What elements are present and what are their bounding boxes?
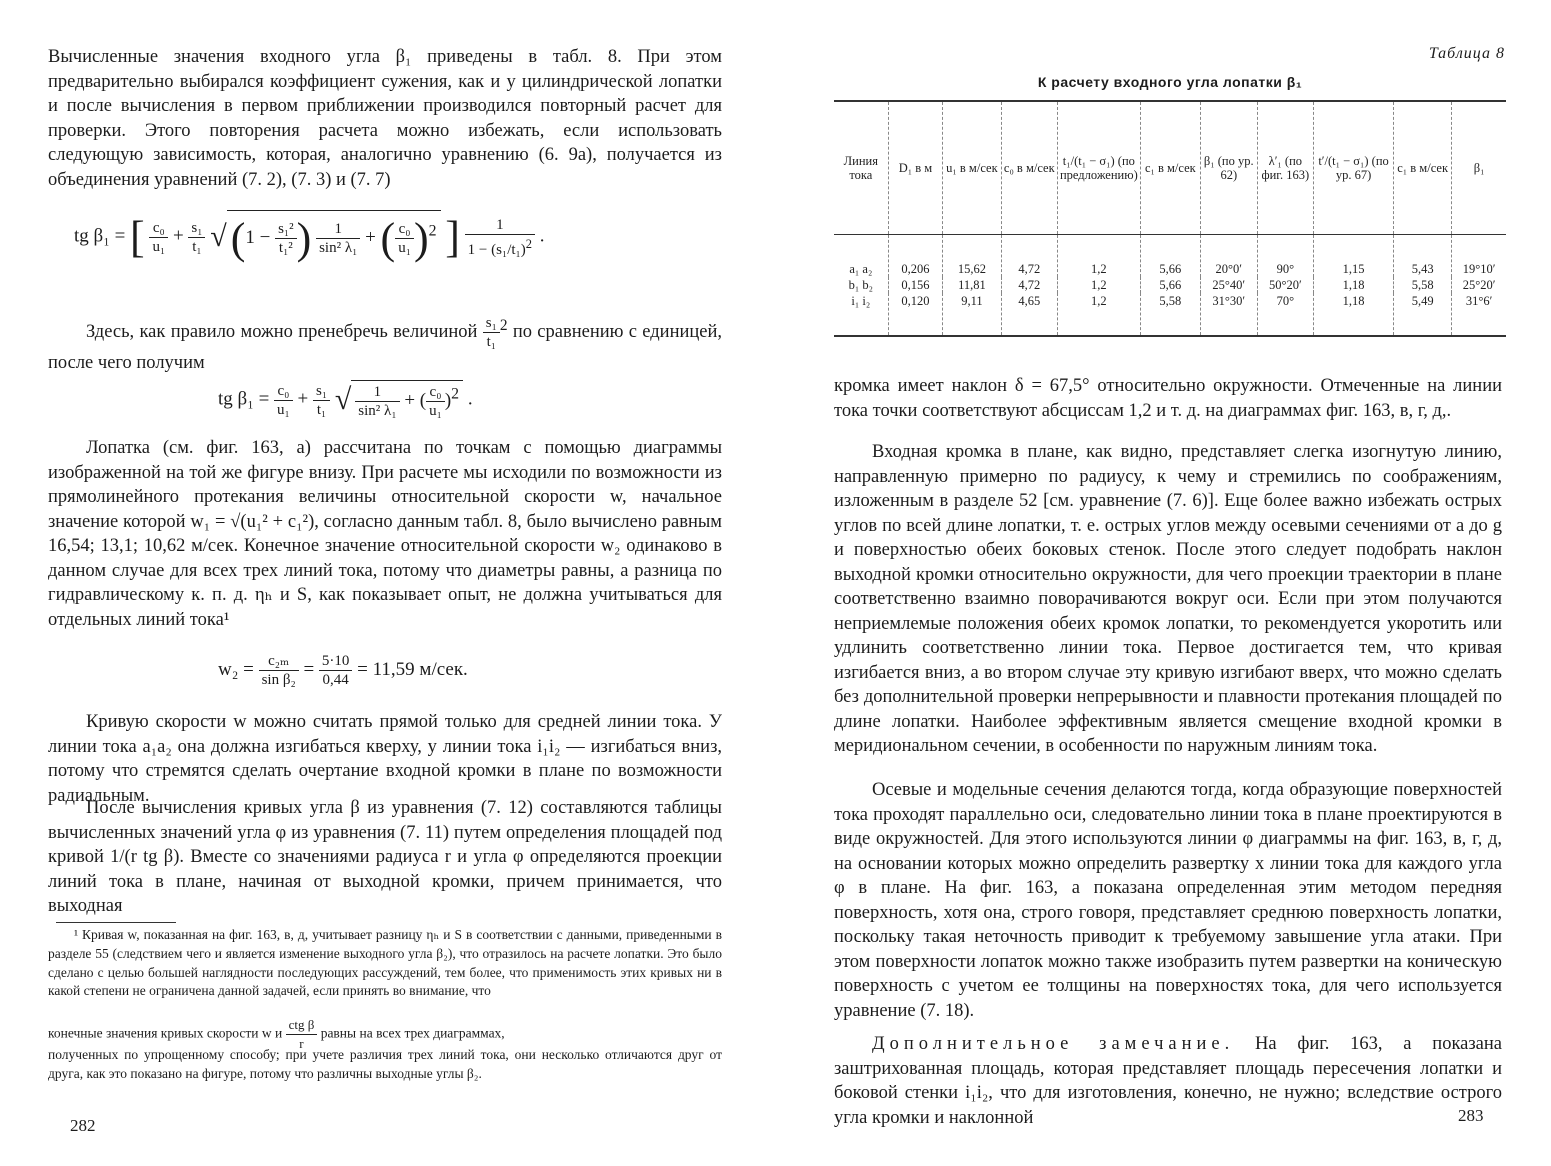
- th-d1: D₁ в м: [888, 101, 943, 235]
- page-number-right: 283: [1458, 1106, 1484, 1125]
- footnote-part-3: полученных по упрощенному способу; при учете различия трех линий тока, они несколько отличаются друг от друга, как это показано на фигуре, потому что различны выходные углы β₂.: [48, 1047, 722, 1081]
- left-para-2: Здесь, как правило можно пренебречь величиной $\frac{\text{s₁}}{\text{t₁}}$ $^2$ по сравнению с единицей, после чего получим: [48, 315, 723, 374]
- th-c0: c₀ в м/сек: [1001, 101, 1057, 235]
- footnote-part-1: ¹ Кривая w, показанная на фиг. 163, в, д, учитывает разницу ηₕ и S в соответствии с данными, приведенными в разделе 55 (следствием чего и является изменение выходного угла β₂), что отразилось на расчете лопатки. Это было сделано с целью большей наглядности последующих рассуждений, тем более, что применимость этих кривых ни в какой степени не ограничена данной задачей, если принять во внимание, что: [48, 927, 722, 999]
- table-header-row: [834, 101, 1506, 235]
- page-number-left: 282: [70, 1116, 96, 1135]
- table-row: i₁ i₂ 0,120 9,11 4,65 1,2 5,58 31°30′ 70° 1,18 5,49 31°6′: [834, 293, 1506, 336]
- additional-remark-heading: Дополнительное замечание.: [872, 1034, 1235, 1054]
- th-c1-b: c₁ в м/сек: [1393, 101, 1451, 235]
- th-line: Линия тока: [843, 154, 878, 182]
- table-caption: Таблица 8: [1428, 45, 1505, 62]
- table-row: b₁ b₂ 0,156 11,81 4,72 1,2 5,66 25°40′ 50°20′ 1,18 5,58 25°20′: [834, 277, 1506, 293]
- footnote-part-2: конечные значения кривых скорости w и $\frac{\text{ctg β}}{r}$ равны на всех трех диаграммах,: [48, 1017, 505, 1051]
- th-ratio-1: t₁/(t₁ − σ₁) (по предложению): [1057, 101, 1140, 235]
- formula-w2: w₂ = $\frac{\text{c₂ₘ}}{\text{sin β₂}}$ = $\frac{5\cdot 10}{0,44}$ = 11,59 м/сек.: [218, 653, 468, 688]
- left-para-3: Лопатка (см. фиг. 163, а) рассчитана по точкам с помощью диаграммы изображенной на той же фигуре внизу. При расчете мы исходили по возможности из прямолинейного протекания величины относительной скорости w, начальное значение которой w₁ = √(u₁² + c₁²), согласно данным табл. 8, было вычислено равным 16,54; 13,1; 10,62 м/сек. Конечное значение относительной скорости w₂ одинаково в данном случае для всех трех линий тока, потому что диаметры равны, а разница по гидравлическому к. п. д. ηₕ и S, как показывает опыт, не должна учитываться для отдельных линий тока¹: [48, 438, 722, 630]
- th-u1: u₁ в м/сек: [943, 101, 1001, 235]
- table-title: К расчету входного угла лопатки β₁: [1037, 74, 1303, 90]
- th-beta1-a: β₁ (по ур. 62): [1200, 101, 1257, 235]
- th-c1-a: c₁ в м/сек: [1140, 101, 1200, 235]
- table-row: a₁ a₂ 0,206 15,62 4,72 1,2 5,66 20°0′ 90° 1,15 5,43 19°10′: [834, 235, 1506, 278]
- formula-tg-beta-full: tg β₁ = [ $\frac{\text{c₀}}{\text{u₁}}$ + $\frac{\text{s₁}}{\text{t₁}}$ √(1 − $\frac{\text{s₁²}}{\text{t₁²}}$ ) $\frac{1}{\text{sin² λ₁}}$ + ( $\frac{\text{c₀}}{\text{u₁}}$ )$^2$ ] $\frac{1}{1 - (s_1/t_1)^2}$ .: [74, 210, 545, 264]
- right-para-2: Входная кромка в плане, как видно, представляет слегка изогнутую линию, направленную примерно по радиусу, к чему и стремились по соображениям, изложенным в разделе 52 [см. уравнение (7. 6)]. Еще более важно избежать острых углов по всей длине лопатки, т. е. острых углов между осевыми сечениями от a до g и поверхностью обеих боковых стенок. После этого следует подобрать наклон выходной кромки относительно окружности, для чего проекции траектории в плане соответственно взаимно поворачиваются вокруг оси. Если при этом получаются неприемлемые положения обеих кромок лопатки, то рекомендуется укоротить или удлинить соответственно линии тока. Первое достигается тем, что кривая изгибается вниз, а во втором случае эту кривую изгибают вверх, что можно сделать без дополнительной проверки непрерывности и плавности протекания площадей по длине лопатки. Наиболее эффективным является смещение входной кромки в меридиональном сечении, в особенности по наружным линиям тока.: [834, 442, 1502, 756]
- table-8: [834, 100, 1506, 337]
- left-para-5: После вычисления кривых угла β из уравнения (7. 12) составляются таблицы вычисленных значений угла φ из уравнения (7. 11) путем определения площадей под кривой 1/(r tg β). Вместе со значениями радиуса r и угла φ определяются проекции линий тока в плане, начиная от выходной кромки, причем принимается, что выходная: [48, 798, 722, 916]
- right-para-3: Осевые и модельные сечения делаются тогда, когда образующие поверхностей тока проходят параллельно оси, следовательно линии тока в плане проектируются в виде окружностей. Для этого используются линии φ диаграммы на фиг. 163, в, г, д, на основании которых можно определить развертку x линии тока для каждого угла φ в плане. На фиг. 163, а показана определенная этим методом передняя поверхность, хотя она, строго говоря, представляет среднюю поверхность лопатки, поскольку такая неточность приводит к требуемому завышение угла атаки. При этом поверхности лопаток можно также изобразить путем развертки на коническую поверхность с учетом ее толщины на поверхностях тока, для чего используется уравнение (7. 18).: [834, 780, 1502, 1021]
- right-para-1: кромка имеет наклон δ = 67,5° относительно окружности. Отмеченные на линии тока точки соответствуют абсциссам 1,2 и т. д. на диаграммах фиг. 163, в, г, д,.: [834, 376, 1502, 421]
- left-para-4: Кривую скорости w можно считать прямой только для средней линии тока. У линии тока a₁a₂ она должна изгибаться кверху, у линии тока i₁i₂ — изгибаться вниз, потому что стремятся сделать очертание входной кромки в плане по возможности радиальным.: [48, 712, 722, 806]
- th-beta1-b: β₁: [1452, 101, 1506, 235]
- th-ratio-2: t′/(t₁ − σ₁) (по ур. 67): [1314, 101, 1394, 235]
- right-para-4: Дополнительное замечание. На фиг. 163, а показана заштрихованная площадь, которая представляет площадь пересечения лопатки и боковой стенки i₁i₂, что для изготовления, конечно, не нужно; вследствие острого угла кромки и наклонной: [834, 1034, 1502, 1128]
- left-para-1: Вычисленные значения входного угла β₁ приведены в табл. 8. При этом предварительно выбирался коэффициент сужения, как и у цилиндрической лопатки и после вычисления в первом приближении производился повторный расчет для проверки. Этого повторения расчета можно избежать, если использовать следующую зависимость, которая, аналогично уравнению (6. 9а), получается из объединения уравнений (7. 2), (7. 3) и (7. 7): [48, 47, 722, 190]
- th-lambda1: λ′₁ (по фиг. 163): [1257, 101, 1314, 235]
- footnote-rule: [56, 922, 176, 923]
- formula-tg-beta-simplified: tg β₁ = $\frac{\text{c₀}}{\text{u₁}}$ + $\frac{\text{s₁}}{\text{t₁}}$ √ $\frac{1}{\text{sin² λ₁}}$ + ( $\frac{\text{c₀}}{\text{u₁}}$ )$^2$ .: [218, 380, 473, 420]
